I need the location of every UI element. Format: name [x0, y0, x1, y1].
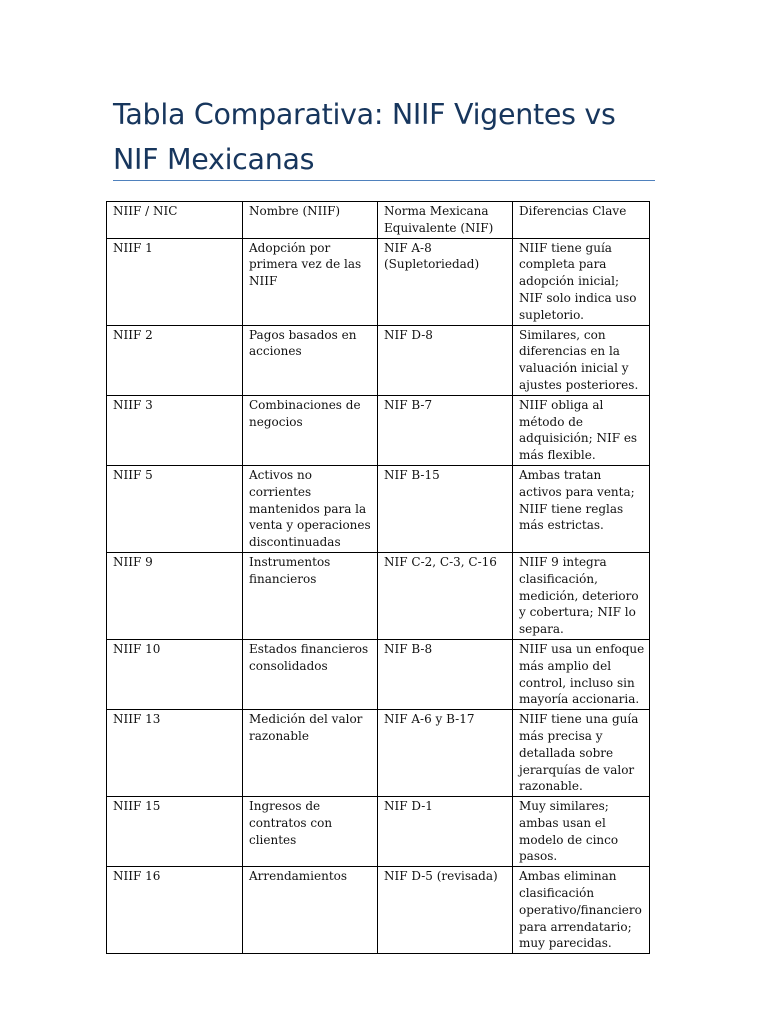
cell-nombre: Pagos basados en acciones: [243, 325, 378, 395]
cell-diferencias: Ambas tratan activos para venta; NIIF tiene reglas más estrictas.: [513, 465, 650, 552]
cell-norma: NIIF 15: [107, 797, 243, 867]
cell-nombre: Estados financieros consolidados: [243, 639, 378, 709]
cell-nombre: Arrendamientos: [243, 867, 378, 954]
table-row: [107, 238, 650, 325]
header-cell-norma-mexicana: Norma Mexicana Equivalente (NIF): [378, 202, 513, 239]
cell-diferencias: Ambas eliminan clasificación operativo/financiero para arrendatario; muy parecidas.: [513, 867, 650, 954]
table-row: [107, 395, 650, 465]
cell-norma: NIIF 3: [107, 395, 243, 465]
table-row: [107, 710, 650, 797]
cell-diferencias: NIIF tiene una guía más precisa y detallada sobre jerarquías de valor razonable.: [513, 710, 650, 797]
document-title: Tabla Comparativa: NIIF Vigentes vs NIF Mexicanas: [113, 98, 616, 176]
cell-norma: NIIF 5: [107, 465, 243, 552]
cell-nombre: Adopción por primera vez de las NIIF: [243, 238, 378, 325]
cell-equivalente: NIF A-8 (Supletoriedad): [378, 238, 513, 325]
cell-nombre: Ingresos de contratos con clientes: [243, 797, 378, 867]
cell-equivalente: NIF B-7: [378, 395, 513, 465]
cell-norma: NIIF 2: [107, 325, 243, 395]
cell-nombre: Combinaciones de negocios: [243, 395, 378, 465]
table-header-row: [107, 202, 650, 239]
cell-equivalente: NIF C-2, C-3, C-16: [378, 552, 513, 639]
header-cell-nombre: Nombre (NIIF): [243, 202, 378, 239]
cell-equivalente: NIF B-15: [378, 465, 513, 552]
cell-norma: NIIF 13: [107, 710, 243, 797]
table-row: [107, 465, 650, 552]
cell-nombre: Activos no corrientes mantenidos para la venta y operaciones discontinuadas: [243, 465, 378, 552]
cell-equivalente: NIF D-5 (revisada): [378, 867, 513, 954]
table-row: [107, 552, 650, 639]
cell-diferencias: Similares, con diferencias en la valuación inicial y ajustes posteriores.: [513, 325, 650, 395]
header-cell-niif-nic: NIIF / NIC: [107, 202, 243, 239]
cell-equivalente: NIF D-1: [378, 797, 513, 867]
table-row: [107, 797, 650, 867]
cell-nombre: Medición del valor razonable: [243, 710, 378, 797]
header-cell-diferencias: Diferencias Clave: [513, 202, 650, 239]
cell-norma: NIIF 1: [107, 238, 243, 325]
cell-diferencias: NIIF usa un enfoque más amplio del control, incluso sin mayoría accionaria.: [513, 639, 650, 709]
cell-diferencias: NIIF 9 integra clasificación, medición, deterioro y cobertura; NIF lo separa.: [513, 552, 650, 639]
title-underline: [113, 180, 655, 181]
cell-nombre: Instrumentos financieros: [243, 552, 378, 639]
table-row: [107, 867, 650, 954]
table-row: [107, 325, 650, 395]
cell-diferencias: NIIF obliga al método de adquisición; NIF es más flexible.: [513, 395, 650, 465]
cell-equivalente: NIF B-8: [378, 639, 513, 709]
cell-equivalente: NIF A-6 y B-17: [378, 710, 513, 797]
cell-equivalente: NIF D-8: [378, 325, 513, 395]
cell-norma: NIIF 9: [107, 552, 243, 639]
table-row: [107, 639, 650, 709]
cell-diferencias: NIIF tiene guía completa para adopción inicial; NIF solo indica uso supletorio.: [513, 238, 650, 325]
comparison-table: [106, 201, 650, 954]
cell-norma: NIIF 16: [107, 867, 243, 954]
cell-diferencias: Muy similares; ambas usan el modelo de cinco pasos.: [513, 797, 650, 867]
cell-norma: NIIF 10: [107, 639, 243, 709]
